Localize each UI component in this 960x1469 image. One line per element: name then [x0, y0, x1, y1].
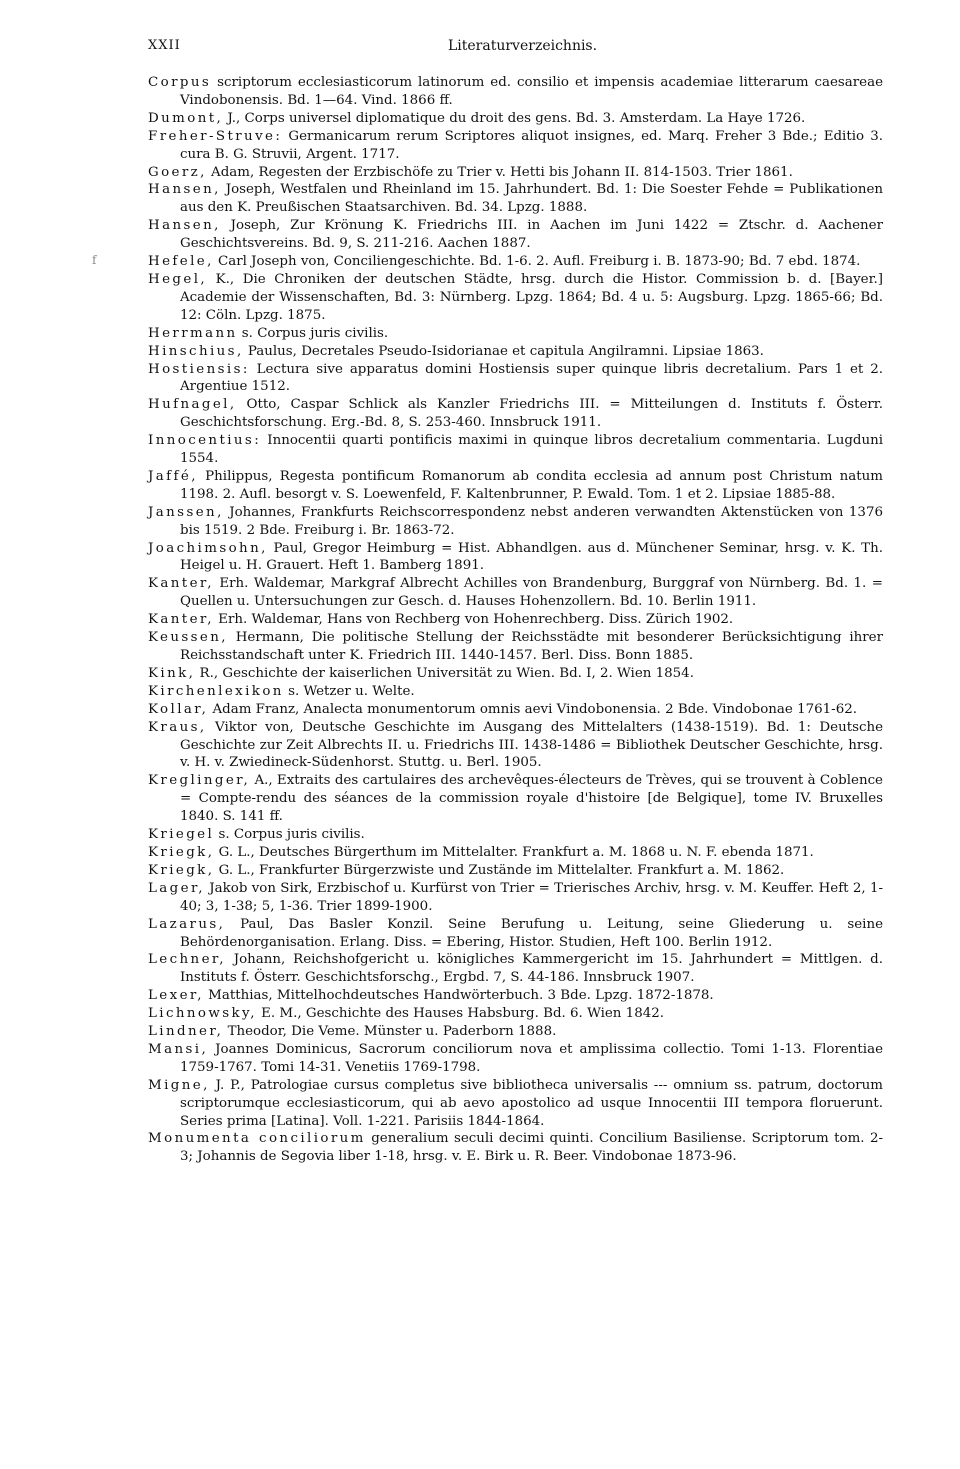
bibliography-entry — [148, 74, 883, 110]
entry-author: Hostiensis: — [148, 361, 250, 377]
bibliography-entry — [148, 844, 883, 862]
entry-author: Kriegk, — [148, 844, 215, 860]
entry-text: Paul, Gregor Heimburg = Hist. Abhandlgen. aus d. Münchener Seminar, hrsg. v. K. Th. Heigel u. H. Grauert. Heft 1. Bamberg 1891. — [180, 540, 883, 574]
bibliography-entry — [148, 629, 883, 665]
entry-text: A., Extraits des cartulaires des archevêques-électeurs de Trèves, qui se trouvent à Coblence = Compte-rendu des séances de la commission royale d'histoire [de Belgique], tome IV. Bruxelles 1840. S. 141 ff. — [180, 773, 883, 825]
entry-text: G. L., Deutsches Bürgerthum im Mittelalter. Frankfurt a. M. 1868 u. N. F. ebenda 1871. — [214, 844, 814, 860]
bibliography-entry — [148, 128, 883, 164]
entry-author: Dumont, — [148, 110, 224, 126]
entry-author: Janssen, — [148, 504, 224, 520]
entry-author: Kink, — [148, 665, 196, 681]
bibliography-entry — [148, 683, 883, 701]
entry-text: Adam Franz, Analecta monumentorum omnis aevi Vindobonensia. 2 Bde. Vindobonae 1761-62. — [208, 701, 857, 717]
bibliography-entry — [148, 611, 883, 629]
bibliography-entry — [148, 361, 883, 397]
entry-author: Hansen, — [148, 182, 221, 198]
entry-text: Theodor, Die Veme. Münster u. Paderborn 1888. — [223, 1024, 557, 1040]
entry-text: E. M., Geschichte des Hauses Habsburg. Bd. 6. Wien 1842. — [256, 1006, 665, 1022]
bibliography-entry — [148, 1077, 883, 1131]
entry-author: Monumenta conciliorum — [148, 1131, 366, 1147]
page-header — [148, 38, 888, 60]
bibliography-entry — [148, 343, 883, 361]
entry-text: s. Wetzer u. Welte. — [283, 683, 415, 699]
entry-text: Erh. Waldemar, Markgraf Albrecht Achilles von Brandenburg, Burggraf von Nürnberg. Bd. 1. = Quellen u. Untersuchungen zur Gesch. d. Hauses Hohenzollern. Bd. 10. Berlin 1911. — [180, 576, 883, 610]
bibliography-entry — [148, 181, 883, 217]
bibliography-entry — [148, 772, 883, 826]
entry-author: Kreglinger, — [148, 773, 251, 789]
bibliography-entry — [148, 504, 883, 540]
bibliography-entry — [148, 468, 883, 504]
entry-text: Philippus, Regesta pontificum Romanorum ab condita ecclesia ad annum post Christum natum 1198. 2. Aufl. besorgt v. S. Loewenfeld, F. Kaltenbrunner, P. Ewald. Tom. 1 et 2. Lipsiae 1885-88. — [180, 468, 883, 502]
bibliography-entry — [148, 701, 883, 719]
entry-author: Innocentius: — [148, 433, 262, 449]
entry-text: Innocentii quarti pontificis maximi in quinque libros decretalium commentaria. Lugduni 1554. — [180, 433, 883, 467]
bibliography-entry — [148, 432, 883, 468]
entry-author: Migne, — [148, 1077, 210, 1093]
entry-author: Lichnowsky, — [148, 1006, 257, 1022]
entry-text: Joannes Dominicus, Sacrorum conciliorum nova et amplissima collectio. Tomi 1-13. Florentiae 1759-1767. Tomi 14-31. Venetiis 1769-1798. — [180, 1041, 883, 1075]
entry-author: Hansen, — [148, 218, 221, 234]
bibliography-entry — [148, 325, 883, 343]
entry-text: Johann, Reichshofgericht u. königliches Kammergericht im 15. Jahrhundert = Mittlgen. d. Instituts f. Österr. Geschichtsforschg., Ergbd. 7, S. 44-186. Innsbruck 1907. — [180, 952, 883, 986]
entry-text: generalium seculi decimi quinti. Concilium Basiliense. Scriptorum tom. 2-3; Johannis de Segovia liber 1-18, hrsg. v. E. Birk u. R. Beer. Vindobonae 1873-96. — [180, 1131, 883, 1165]
bibliography-entry — [148, 164, 883, 182]
entry-text: Lectura sive apparatus domini Hostiensis super quinque libris decretalium. Pars 1 et 2. Argentiue 1512. — [180, 361, 883, 395]
entry-text: s. Corpus juris civilis. — [237, 325, 389, 341]
entry-author: Kriegel — [148, 827, 215, 843]
bibliography-entry — [148, 719, 883, 773]
margin-mark: f — [92, 253, 97, 267]
entry-text: R., Geschichte der kaiserlichen Universität zu Wien. Bd. I, 2. Wien 1854. — [195, 665, 694, 681]
bibliography-entry — [148, 951, 883, 987]
entry-text: Erh. Waldemar, Hans von Rechberg von Hohenrechberg. Diss. Zürich 1902. — [213, 612, 734, 628]
entry-text: Germanicarum rerum Scriptores aliquot insignes, ed. Marq. Freher 3 Bde.; Editio 3. cura B. G. Struvii, Argent. 1717. — [180, 128, 883, 162]
entry-author: Lexer, — [148, 988, 204, 1004]
entry-author: Hegel, — [148, 271, 208, 287]
bibliography-entry — [148, 1005, 883, 1023]
entry-author: Kanter, — [148, 576, 214, 592]
entry-text: K., Die Chroniken der deutschen Städte, hrsg. durch die Histor. Commission b. d. [Bayer.] Academie der Wissenschaften, Bd. 3: Nürnberg. Lpzg. 1864; Bd. 4 u. 5: Augsburg. Lpzg. 1865-66; Bd. 12: Cöln. Lpzg. 1875. — [180, 271, 883, 323]
bibliography-entry — [148, 880, 883, 916]
entry-author: Kanter, — [148, 612, 214, 628]
entry-text: Matthias, Mittelhochdeutsches Handwörterbuch. 3 Bde. Lpzg. 1872-1878. — [203, 988, 714, 1004]
entry-text: Johannes, Frankfurts Reichscorrespondenz nebst anderen verwandten Aktenstücken von 1376 bis 1519. 2 Bde. Freiburg i. Br. 1863-72. — [180, 504, 883, 538]
entry-text: Carl Joseph von, Conciliengeschichte. Bd. 1-6. 2. Aufl. Freiburg i. B. 1873-90; Bd. 7 ebd. 1874. — [213, 254, 861, 270]
entry-text: Jakob von Sirk, Erzbischof u. Kurfürst von Trier = Trierisches Archiv, hrsg. v. M. Keuffer. Heft 2, 1-40; 3, 1-38; 5, 1-36. Trier 1899-1900. — [180, 880, 883, 914]
entry-text: Adam, Regesten der Erzbischöfe zu Trier v. Hetti bis Johann II. 814-1503. Trier 1861. — [206, 164, 793, 180]
entry-author: Lindner, — [148, 1024, 224, 1040]
entry-text: Paul, Das Basler Konzil. Seine Berufung u. Leitung, seine Gliederung u. seine Behördenorganisation. Erlang. Diss. = Ebering, Histor. Studien, Heft 100. Berlin 1912. — [180, 916, 883, 950]
entry-author: Lager, — [148, 880, 205, 896]
bibliography-entry — [148, 987, 883, 1005]
bibliography-entry — [148, 271, 883, 325]
entry-text: Otto, Caspar Schlick als Kanzler Friedrichs III. = Mitteilungen d. Instituts f. Österr. Geschichtsforschung. Erg.-Bd. 8, S. 253-460. Innsbruck 1911. — [180, 397, 883, 431]
entry-author: Hinschius, — [148, 343, 244, 359]
bibliography-entry — [148, 253, 883, 271]
entry-text: Joseph, Zur Krönung K. Friedrichs III. in Aachen im Juni 1422 = Ztschr. d. Aachener Geschichtsvereins. Bd. 9, S. 211-216. Aachen 1887. — [180, 218, 883, 252]
entry-text: Hermann, Die politische Stellung der Reichsstädte mit besonderer Berücksichtigung ihrer Reichsstandschaft unter K. Friedrich III. 1440-1457. Berl. Diss. Bonn 1885. — [180, 630, 883, 663]
bibliography-entry — [148, 217, 883, 253]
entry-author: Keussen, — [148, 630, 228, 646]
bibliography-entry — [148, 1130, 883, 1166]
bibliography-entry — [148, 575, 883, 611]
entry-text: G. L., Frankfurter Bürgerzwiste und Zustände im Mittelalter. Frankfurt a. M. 1862. — [214, 862, 785, 878]
entry-author: Lazarus, — [148, 916, 226, 932]
bibliography-entry — [148, 540, 883, 576]
entry-author: Lechner, — [148, 952, 226, 968]
page-number: XXII — [148, 38, 181, 53]
entry-author: Mansi, — [148, 1041, 209, 1057]
entry-text: s. Corpus juris civilis. — [214, 827, 365, 843]
bibliography-entry — [148, 110, 883, 128]
bibliography-entry — [148, 916, 883, 952]
bibliography-entry — [148, 1023, 883, 1041]
bibliography-entry — [148, 1041, 883, 1077]
entry-text: Viktor von, Deutsche Geschichte im Ausgang des Mittelalters (1438-1519). Bd. 1: Deutsche Geschichte zur Zeit Albrechts II. u. Friedrichs III. 1438-1486 = Bibliothek Deutscher Geschichte, hrsg. v. H. v. Zwiedineck-Südenhorst. Stuttg. u. Berl. 1905. — [180, 719, 883, 771]
entry-author: Herrmann — [148, 325, 238, 341]
bibliography-entry — [148, 665, 883, 683]
entry-author: Jaffé, — [148, 468, 198, 484]
bibliography-list — [148, 74, 883, 1166]
entry-author: Hefele, — [148, 254, 214, 270]
entry-author: Hufnagel, — [148, 397, 237, 413]
entry-author: Kirchenlexikon — [148, 683, 284, 699]
entry-author: Kollar, — [148, 701, 209, 717]
entry-text: J. P., Patrologiae cursus completus sive bibliotheca universalis --- omnium ss. patrum, doctorum scriptorumque ecclesiasticorum, qui ab aevo apostolico ad usque Innocentii III tempora floruerunt. Series prima [Latina]. Voll. 1-221. Parisiis 1844-1864. — [180, 1077, 883, 1129]
entry-author: Kraus, — [148, 719, 207, 735]
entry-author: Joachimsohn, — [148, 540, 268, 556]
entry-text: scriptorum ecclesiasticorum latinorum ed. consilio et impensis academiae litterarum caesareae Vindobonensis. Bd. 1—64. Vind. 1866 ff. — [180, 75, 883, 108]
bibliography-entry — [148, 826, 883, 844]
entry-author: Corpus — [148, 75, 212, 90]
bibliography-entry — [148, 862, 883, 880]
entry-author: Kriegk, — [148, 862, 215, 878]
bibliography-entry — [148, 396, 883, 432]
running-title: Literaturverzeichnis. — [448, 38, 598, 54]
entry-author: Freher-Struve: — [148, 128, 283, 144]
entry-text: Paulus, Decretales Pseudo-Isidorianae et capitula Angilramni. Lipsiae 1863. — [243, 343, 764, 359]
entry-text: Joseph, Westfalen und Rheinland im 15. Jahrhundert. Bd. 1: Die Soester Fehde = Publikationen aus den K. Preußischen Staatsarchiven. Bd. 34. Lpzg. 1888. — [180, 182, 883, 216]
entry-text: J., Corps universel diplomatique du droit des gens. Bd. 3. Amsterdam. La Haye 1726. — [223, 110, 806, 126]
entry-author: Goerz, — [148, 164, 207, 180]
